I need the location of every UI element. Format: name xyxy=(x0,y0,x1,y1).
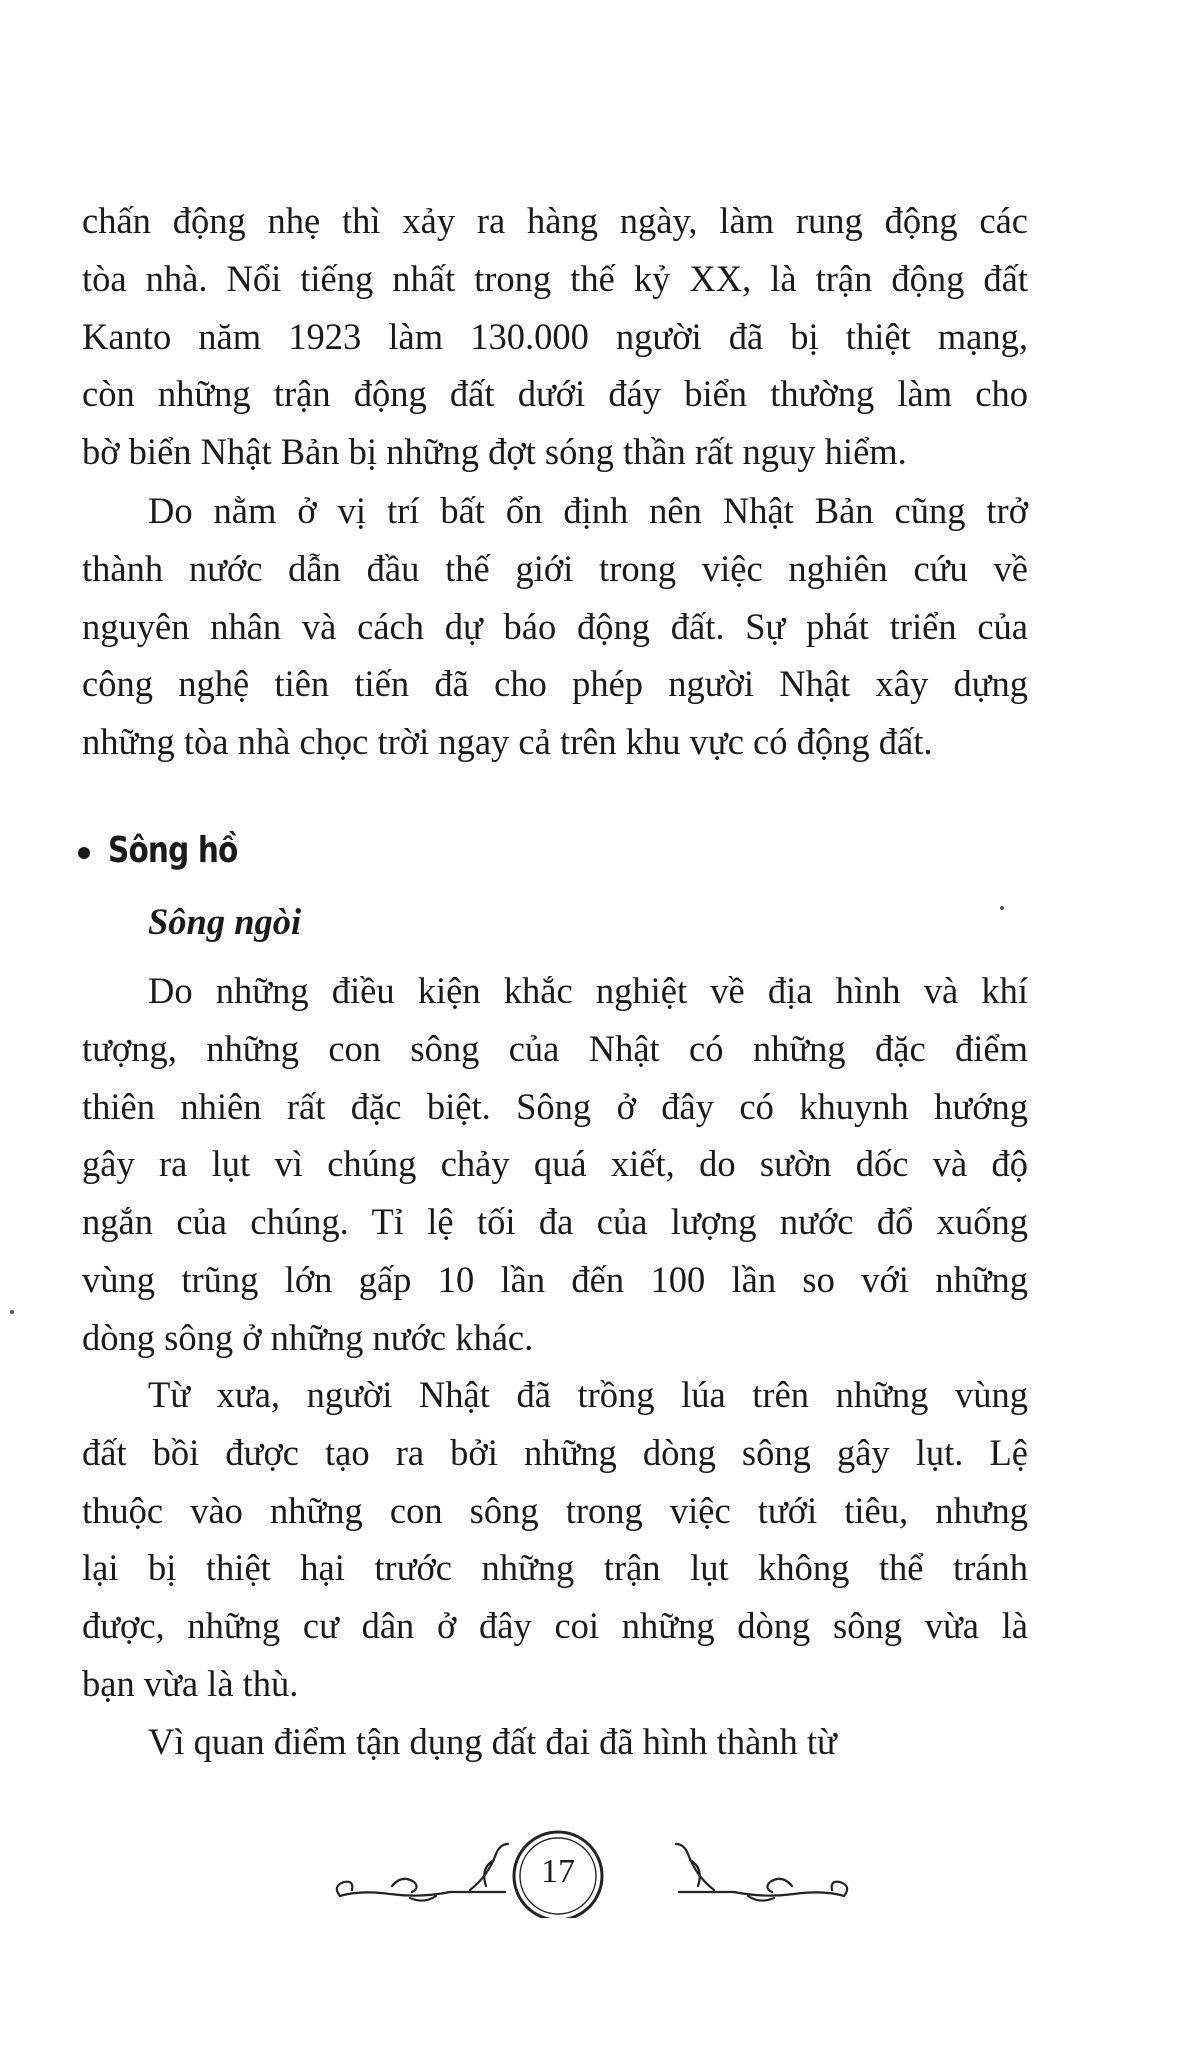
text-line: đất bồi được tạo ra bởi những dòng sông gây lụt. Lệ xyxy=(82,1431,1028,1473)
text-line: Kanto năm 1923 làm 130.000 người đã bị thiệt mạng, xyxy=(82,315,1028,357)
text-line: thiên nhiên rất đặc biệt. Sông ở đây có khuynh hướng xyxy=(82,1085,1028,1127)
page-number: 17 xyxy=(541,1853,575,1890)
paragraph-rice-farming xyxy=(82,1366,1028,1713)
scan-speck xyxy=(1000,906,1004,910)
text-line: bờ biển Nhật Bản bị những đợt sóng thần rất nguy hiểm. xyxy=(82,431,907,473)
text-line: Từ xưa, người Nhật đã trồng lúa trên những vùng xyxy=(148,1374,1028,1415)
scan-speck xyxy=(10,1310,14,1314)
text-line: ngắn của chúng. Tỉ lệ tối đa của lượng nước đổ xuống xyxy=(82,1201,1028,1243)
text-line: gây ra lụt vì chúng chảy quá xiết, do sườn dốc và độ xyxy=(82,1143,1028,1185)
bullet-icon xyxy=(78,847,90,859)
text-line: tòa nhà. Nổi tiếng nhất trong thế kỷ XX, là trận động đất xyxy=(82,257,1028,299)
text-line: công nghệ tiên tiến đã cho phép người Nhật xây dựng xyxy=(82,663,1028,705)
text-line: Vì quan điểm tận dụng đất đai đã hình thành từ xyxy=(148,1721,837,1762)
subheading: Sông ngòi xyxy=(148,901,302,942)
text-line: nguyên nhân và cách dự báo động đất. Sự phát triển của xyxy=(82,605,1028,647)
text-line: bạn vừa là thù. xyxy=(82,1662,299,1704)
text-line: được, những cư dân ở đây coi những dòng sông vừa là xyxy=(82,1605,1028,1647)
paragraph-earthquake-history xyxy=(82,192,1028,481)
text-line: Do nằm ở vị trí bất ổn định nên Nhật Bản cũng trở xyxy=(148,490,1028,531)
section-heading-text: Sông hồ xyxy=(108,829,238,871)
text-line: thuộc vào những con sông trong việc tưới tiêu, nhưng xyxy=(82,1489,1028,1531)
text-line: thành nước dẫn đầu thế giới trong việc nghiên cứu về xyxy=(82,547,1028,589)
text-line: chấn động nhẹ thì xảy ra hàng ngày, làm rung động các xyxy=(82,200,1028,241)
paragraph-earthquake-research xyxy=(82,482,1028,771)
text-line: lại bị thiệt hại trước những trận lụt không thể tránh xyxy=(82,1547,1028,1589)
text-line: dòng sông ở những nước khác. xyxy=(82,1316,534,1358)
footer-ornament xyxy=(0,1828,1184,1918)
section-heading xyxy=(78,820,266,880)
text-line: vùng trũng lớn gấp 10 lần đến 100 lần so với những xyxy=(82,1258,1028,1300)
paragraph-river-characteristics xyxy=(82,962,1028,1367)
text-line: tượng, những con sông của Nhật có những đặc điểm xyxy=(82,1027,1028,1069)
text-line: Do những điều kiện khắc nghiệt về địa hình và khí xyxy=(148,970,1028,1011)
paragraph-land-use xyxy=(82,1713,1028,1771)
text-line: những tòa nhà chọc trời ngay cả trên khu vực có động đất. xyxy=(82,721,933,763)
text-line: còn những trận động đất dưới đáy biển thường làm cho xyxy=(82,373,1028,415)
